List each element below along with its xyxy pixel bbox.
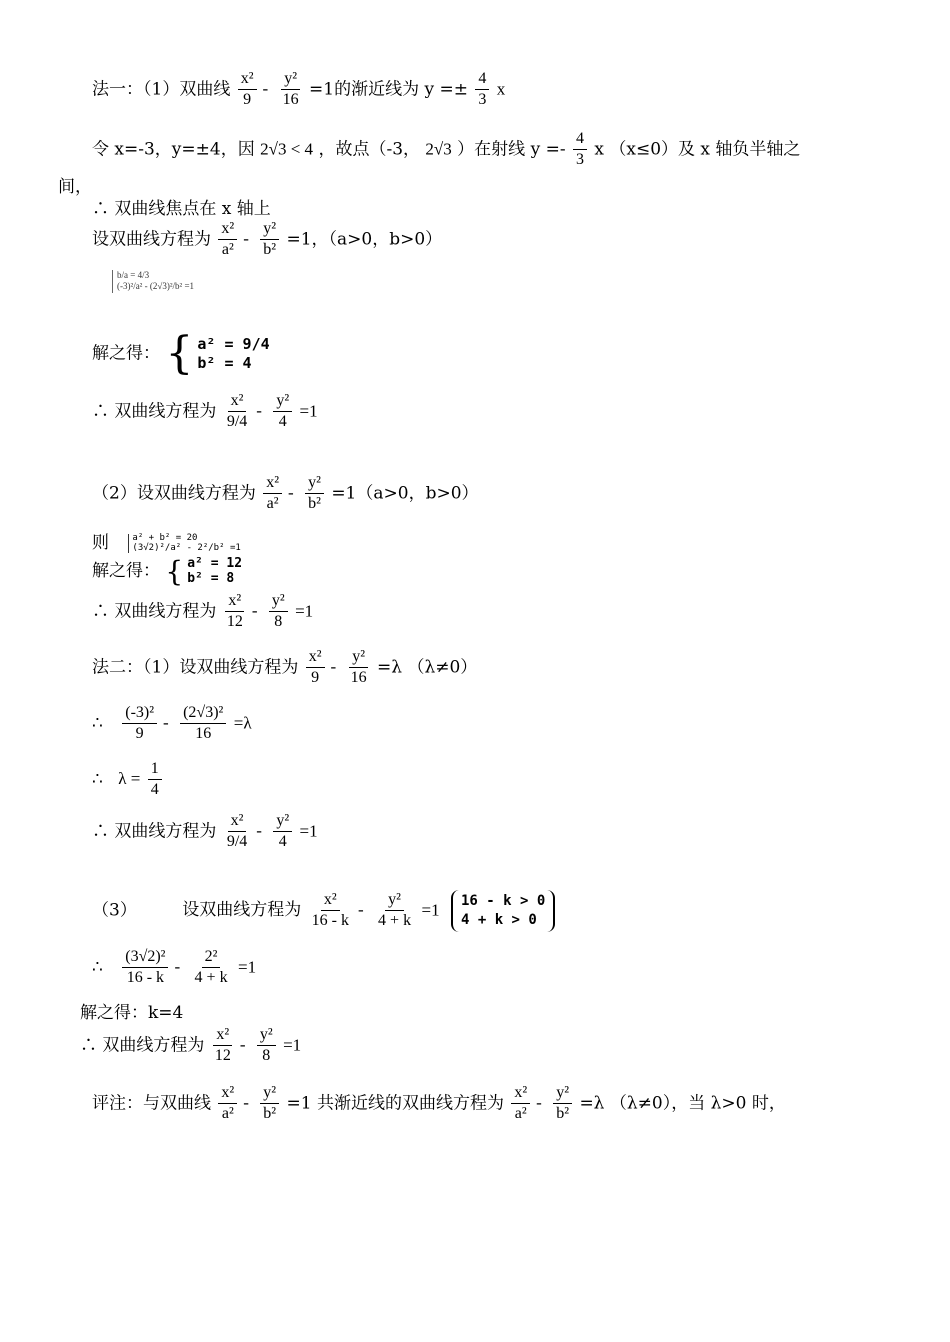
part3-substitution: ∴ $\frac{\text{(3√2)²}}{16 - k}$ - $\frac{\text{2²}}{4 + k}$ =1: [92, 948, 257, 987]
equals-lambda: =λ: [233, 713, 252, 733]
fraction-y2-over-4: $\frac{\text{y²}}{4}$: [273, 392, 292, 432]
text-fragment: x （x≤0）及 x 轴负半轴之: [594, 139, 801, 160]
part3-result: ∴ 双曲线方程为 $\frac{\text{x²}}{12}$ - $\frac{\text{y²}}{8}$ =1: [80, 1026, 302, 1065]
fraction-y2-over-b2: $\frac{\text{y²}}{\text{b²}}$: [260, 220, 279, 260]
part3-setup: （3） 设双曲线方程为 $\frac{\text{x²}}{16 - k}$ - $\frac{\text{y²}}{4 + k}$ =1 16 - k > 0 4 + k > 0: [92, 890, 555, 932]
fraction-y2-over-b2: $\frac{\text{y²}}{\text{b²}}$: [553, 1084, 572, 1124]
system-row: a² + b² = 20: [132, 533, 198, 544]
equals-one: =1: [421, 900, 440, 920]
part2-solution: 解之得： { a² = 12 b² = 8: [92, 554, 243, 588]
solve-label: 解之得：: [92, 343, 160, 364]
method2-result: ∴ 双曲线方程为 $\frac{\text{x²}}{9/4}$ - $\frac{\text{y²}}{4}$ =1: [92, 812, 318, 851]
fraction-y2-over-4-k: $\frac{\text{y²}}{4 + k}$: [378, 891, 412, 930]
result-label: ∴ 双曲线方程为: [92, 401, 217, 422]
fraction-x2-over-12: $\frac{\text{x²}}{12}$: [214, 1026, 231, 1065]
text-fragment: 则: [92, 533, 109, 553]
point-coordinate: 2√3: [425, 139, 452, 159]
part2-result: ∴ 双曲线方程为 $\frac{\text{x²}}{12}$ - $\frac{\text{y²}}{8}$ =1: [92, 592, 314, 631]
condition-row: 16 - k > 0: [460, 893, 546, 909]
solve-label: 解之得：: [92, 561, 160, 581]
text-fragment: =1，（a>0，b>0）: [286, 229, 443, 250]
fraction-4-over-3: $\frac{4}{3}$: [573, 130, 587, 170]
part3-label: （3）: [92, 900, 137, 921]
fraction-x2-over-16-k: $\frac{\text{x²}}{16 - k}$: [311, 891, 349, 930]
text-fragment: =1（a>0，b>0）: [331, 483, 479, 504]
system-row: b² = 8: [187, 570, 235, 586]
system-row: b/a = 4/3: [117, 270, 150, 280]
fraction-4-over-3: $\frac{4}{3}$: [475, 70, 489, 110]
inequality: 2√3 < 4: [260, 139, 314, 159]
part3-solve-k: 解之得：k=4: [80, 1003, 184, 1023]
system-row: a² = 12: [187, 556, 243, 572]
fraction-x2-over-9: $\frac{\text{x²}}{9}$: [306, 648, 325, 688]
text-fragment: ）在射线 y =-: [457, 139, 566, 160]
text-fragment: =λ （λ≠0），当 λ>0 时，: [579, 1093, 786, 1114]
fraction-y2-over-16: $\frac{\text{y²}}{16}$: [350, 648, 367, 687]
method2-substitution: ∴ $\frac{\text{(-3)²}}{9}$ - $\frac{\text{(2√3)²}}{16}$ =λ: [92, 704, 252, 743]
fraction-x2-over-9-4: $\frac{\text{x²}}{9/4}$: [226, 392, 248, 431]
fraction-y2-over-8: $\frac{\text{y²}}{8}$: [257, 1026, 276, 1066]
text-fragment: （2）设双曲线方程为: [92, 483, 256, 504]
method1-point-line: [92, 130, 800, 170]
fraction-substitution-y: $\frac{\text{2²}}{4 + k}$: [194, 948, 228, 987]
fraction-y2-over-16: $\frac{\text{y²}}{16}$: [282, 70, 299, 109]
fraction-y2-over-8: $\frac{\text{y²}}{8}$: [269, 592, 288, 632]
fraction-substitution-x: $\frac{\text{(3√2)²}}{16 - k}$: [122, 948, 168, 988]
fraction-y2-over-b2: $\frac{\text{y²}}{\text{b²}}$: [305, 474, 324, 514]
condition-row: 4 + k > 0: [460, 911, 537, 928]
text-fragment: 令 x=-3，y=±4，因: [92, 139, 255, 160]
therefore-symbol: ∴: [92, 713, 103, 734]
therefore-symbol: ∴: [92, 769, 103, 790]
method2-lambda: [92, 760, 164, 800]
equals-one: =1: [295, 601, 314, 621]
continuation-text: 间，: [58, 177, 92, 197]
condition-system: [451, 890, 555, 932]
text-fragment: ，故点（-3，: [318, 139, 421, 160]
result-label: ∴ 双曲线方程为: [80, 1035, 205, 1056]
var-x: x: [496, 79, 506, 99]
text-fragment: =λ （λ≠0）: [377, 657, 478, 678]
system-row: b² = 4: [197, 354, 252, 372]
fraction-y2-over-b2: $\frac{\text{y²}}{\text{b²}}$: [260, 1084, 279, 1124]
fraction-x2-over-a2: $\frac{\text{x²}}{\text{a²}}$: [263, 474, 282, 514]
remark-line: 评注：与双曲线 $\frac{\text{x²}}{\text{a²}}$ - $\frac{\text{y²}}{\text{b²}}$ =1 共渐近线的双曲线方程为 $\frac{\text{x²}}{\text{a²}}$ - $\frac{\text{y²}}{\text{b²}}$ =λ （λ≠0），当 λ>0 时，: [92, 1084, 786, 1123]
system-row: (3√2)²/a² - 2²/b² =1: [132, 542, 241, 553]
therefore-symbol: ∴: [92, 957, 103, 978]
fraction-substitution-x: $\frac{\text{(-3)²}}{9}$: [122, 704, 157, 744]
part2-system: [92, 528, 241, 553]
method2-heading: 法二：（1）设双曲线方程为: [92, 657, 299, 678]
system-row: (-3)²/a² - (2√3)²/b² =1: [117, 281, 195, 292]
equals-one: =1: [237, 957, 257, 977]
lambda-label: λ =: [118, 769, 141, 789]
result-label: ∴ 双曲线方程为: [92, 601, 217, 622]
remark-label: 评注：与双曲线: [92, 1093, 211, 1114]
focus-statement: ∴ 双曲线焦点在 x 轴上: [92, 199, 271, 219]
method1-result: ∴ 双曲线方程为 $\frac{\text{x²}}{9/4}$ - $\frac{\text{y²}}{4}$ =1: [92, 392, 318, 431]
method2-setup: 法二：（1）设双曲线方程为 $\frac{\text{x²}}{9}$ - $\frac{\text{y²}}{16}$ =λ （λ≠0）: [92, 648, 478, 687]
asymptote-text: =1的渐近线为 y =±: [309, 79, 468, 100]
part2-setup: （2）设双曲线方程为 $\frac{\text{x²}}{\text{a²}}$ - $\frac{\text{y²}}{\text{b²}}$ =1（a>0，b>0）: [92, 474, 479, 513]
equation-setup-line: 设双曲线方程为 $\frac{\text{x²}}{\text{a²}}$ - $\frac{\text{y²}}{\text{b²}}$ =1，（a>0，b>0）: [92, 220, 443, 259]
system-row: a² = 9/4: [197, 334, 270, 353]
fraction-x2-over-9-4: $\frac{\text{x²}}{9/4}$: [226, 812, 248, 851]
equals-one: =1: [299, 401, 318, 421]
text-fragment: 设双曲线方程为: [182, 900, 302, 921]
method1-asymptote-line: 法一：（1）双曲线 $\frac{\text{x²}}{9}$ - $\frac{\text{y²}}{16}$ =1的渐近线为 y =± $\frac{4}{3}$ x: [92, 70, 506, 109]
method1-heading: 法一：（1）双曲线: [92, 79, 231, 100]
fraction-x2-over-a2: $\frac{\text{x²}}{\text{a²}}$: [511, 1084, 530, 1124]
fraction-x2-over-9: $\frac{\text{x²}}{9}$: [238, 70, 257, 110]
fraction-y2-over-4: $\frac{\text{y²}}{4}$: [273, 812, 292, 852]
fraction-1-over-4: $\frac{1}{4}$: [148, 760, 162, 800]
fraction-x2-over-a2: $\frac{\text{x²}}{\text{a²}}$: [218, 1084, 237, 1124]
fraction-x2-over-a2: $\frac{\text{x²}}{\text{a²}}$: [218, 220, 237, 260]
method1-solution: 解之得： { a² = 9/4 b² = 4: [92, 328, 270, 379]
fraction-x2-over-12: $\frac{\text{x²}}{12}$: [226, 592, 243, 631]
result-label: ∴ 双曲线方程为: [92, 821, 217, 842]
text-fragment: =1 共渐近线的双曲线方程为: [286, 1093, 504, 1114]
fraction-substitution-y: $\frac{\text{(2√3)²}}{16}$: [180, 704, 226, 744]
small-equation-system: [112, 270, 194, 293]
equals-one: =1: [283, 1035, 302, 1055]
equals-one: =1: [299, 821, 318, 841]
text-fragment: 设双曲线方程为: [92, 229, 211, 250]
